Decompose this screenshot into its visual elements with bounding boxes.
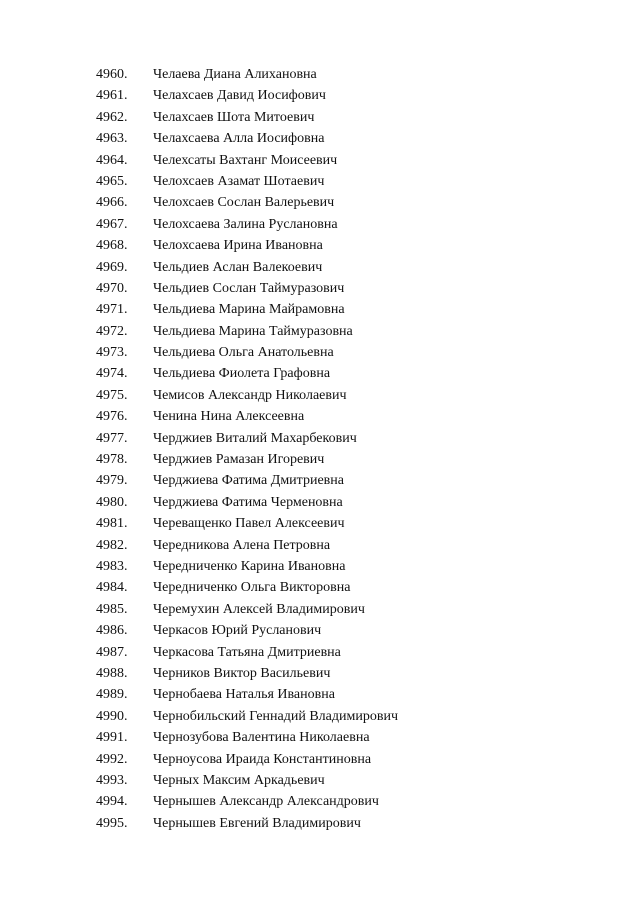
entry-number: 4978. — [96, 452, 128, 468]
list-item — [96, 749, 398, 770]
entry-name: Чернышев Евгений Владимирович — [153, 815, 361, 831]
entry-name: Чемисов Александр Николаевич — [153, 387, 347, 403]
list-item — [96, 385, 398, 406]
entry-number: 4960. — [96, 67, 128, 82]
entry-number: 4962. — [96, 109, 128, 125]
entry-number: 4984. — [96, 580, 128, 596]
entry-number: 4994. — [96, 794, 128, 810]
entry-number: 4985. — [96, 601, 128, 617]
list-item — [96, 321, 398, 342]
entry-number: 4977. — [96, 430, 128, 446]
list-item — [96, 128, 398, 149]
entry-name: Чельдиев Сослан Таймуразович — [153, 280, 345, 296]
entry-name: Ченина Нина Алексеевна — [153, 409, 305, 425]
entry-number: 4975. — [96, 387, 128, 403]
list-item — [96, 171, 398, 192]
entry-name: Чернобильский Геннадий Владимирович — [153, 708, 398, 724]
entry-number: 4967. — [96, 216, 128, 232]
list-item — [96, 107, 398, 128]
entry-name: Черкасова Татьяна Дмитриевна — [153, 644, 341, 660]
list-item — [96, 556, 398, 577]
list-item — [96, 513, 398, 534]
list-item — [96, 535, 398, 556]
entry-name: Чельдиева Ольга Анатольевна — [153, 345, 334, 361]
entry-number: 4974. — [96, 366, 128, 382]
list-item — [96, 428, 398, 449]
entry-name: Челохсаев Сослан Валерьевич — [153, 195, 335, 211]
entry-number: 4987. — [96, 644, 128, 660]
list-item — [96, 342, 398, 363]
entry-number: 4971. — [96, 302, 128, 318]
list-item — [96, 64, 398, 85]
entry-number: 4969. — [96, 259, 128, 275]
entry-name: Чернозубова Валентина Николаевна — [153, 730, 370, 746]
entry-name: Челахсаев Давид Иосифович — [153, 88, 326, 104]
entry-number: 4961. — [96, 88, 128, 104]
list-item — [96, 192, 398, 213]
list-item — [96, 577, 398, 598]
entry-number: 4988. — [96, 665, 128, 681]
entry-number: 4981. — [96, 516, 128, 532]
entry-name: Черных Максим Аркадьевич — [153, 772, 325, 788]
entry-name: Череващенко Павел Алексеевич — [153, 516, 345, 532]
entry-name: Челахсаева Алла Иосифовна — [153, 131, 325, 147]
list-item — [96, 599, 398, 620]
list-item — [96, 406, 398, 427]
entry-number: 4980. — [96, 494, 128, 510]
entry-number: 4991. — [96, 730, 128, 746]
entry-name: Челаева Диана Алихановна — [153, 67, 317, 82]
entry-number: 4995. — [96, 815, 128, 831]
list-item — [96, 278, 398, 299]
entry-name: Челохсаева Залина Руслановна — [153, 216, 338, 232]
entry-number: 4966. — [96, 195, 128, 211]
entry-name: Чельдиева Марина Майрамовна — [153, 302, 345, 318]
entry-number: 4990. — [96, 708, 128, 724]
list-item — [96, 642, 398, 663]
entry-number: 4972. — [96, 323, 128, 339]
list-item — [96, 620, 398, 641]
list-item — [96, 449, 398, 470]
entry-name: Черников Виктор Васильевич — [153, 665, 331, 681]
entry-name: Чередникова Алена Петровна — [153, 537, 331, 553]
entry-name: Чередниченко Карина Ивановна — [153, 558, 346, 574]
entry-number: 4983. — [96, 558, 128, 574]
name-list — [96, 64, 398, 834]
entry-number: 4992. — [96, 751, 128, 767]
entry-name: Черноусова Ираида Константиновна — [153, 751, 372, 767]
entry-number: 4963. — [96, 131, 128, 147]
list-item — [96, 791, 398, 812]
entry-number: 4993. — [96, 772, 128, 788]
entry-name: Челахсаев Шота Митоевич — [153, 109, 315, 125]
entry-name: Челохсаева Ирина Ивановна — [153, 238, 323, 254]
list-item — [96, 257, 398, 278]
list-item — [96, 214, 398, 235]
entry-name: Черкасов Юрий Русланович — [153, 623, 322, 639]
entry-number: 4964. — [96, 152, 128, 168]
entry-name: Чельдиева Марина Таймуразовна — [153, 323, 353, 339]
list-item — [96, 663, 398, 684]
entry-name: Черджиев Виталий Махарбекович — [153, 430, 357, 446]
entry-name: Чернышев Александр Александрович — [153, 794, 379, 810]
list-item — [96, 85, 398, 106]
entry-name: Чередниченко Ольга Викторовна — [153, 580, 351, 596]
entry-number: 4986. — [96, 623, 128, 639]
entry-name: Черджиев Рамазан Игоревич — [153, 452, 325, 468]
entry-name: Чернобаева Наталья Ивановна — [153, 687, 335, 703]
entry-number: 4989. — [96, 687, 128, 703]
entry-name: Чельдиев Аслан Валекоевич — [153, 259, 323, 275]
list-item — [96, 492, 398, 513]
entry-name: Челохсаев Азамат Шотаевич — [153, 173, 325, 189]
list-item — [96, 706, 398, 727]
entry-number: 4973. — [96, 345, 128, 361]
entry-number: 4968. — [96, 238, 128, 254]
list-item — [96, 235, 398, 256]
entry-name: Челехсаты Вахтанг Моисеевич — [153, 152, 338, 168]
entry-name: Черджиева Фатима Черменовна — [153, 494, 343, 510]
list-item — [96, 363, 398, 384]
entry-name: Черджиева Фатима Дмитриевна — [153, 473, 344, 489]
list-item — [96, 813, 398, 834]
entry-name: Черемухин Алексей Владимирович — [153, 601, 365, 617]
entry-number: 4976. — [96, 409, 128, 425]
list-item — [96, 470, 398, 491]
entry-number: 4982. — [96, 537, 128, 553]
list-item — [96, 299, 398, 320]
list-item — [96, 727, 398, 748]
list-item — [96, 770, 398, 791]
entry-number: 4979. — [96, 473, 128, 489]
entry-number: 4965. — [96, 173, 128, 189]
entry-number: 4970. — [96, 280, 128, 296]
entry-name: Чельдиева Фиолета Графовна — [153, 366, 331, 382]
list-item — [96, 150, 398, 171]
list-item — [96, 684, 398, 705]
